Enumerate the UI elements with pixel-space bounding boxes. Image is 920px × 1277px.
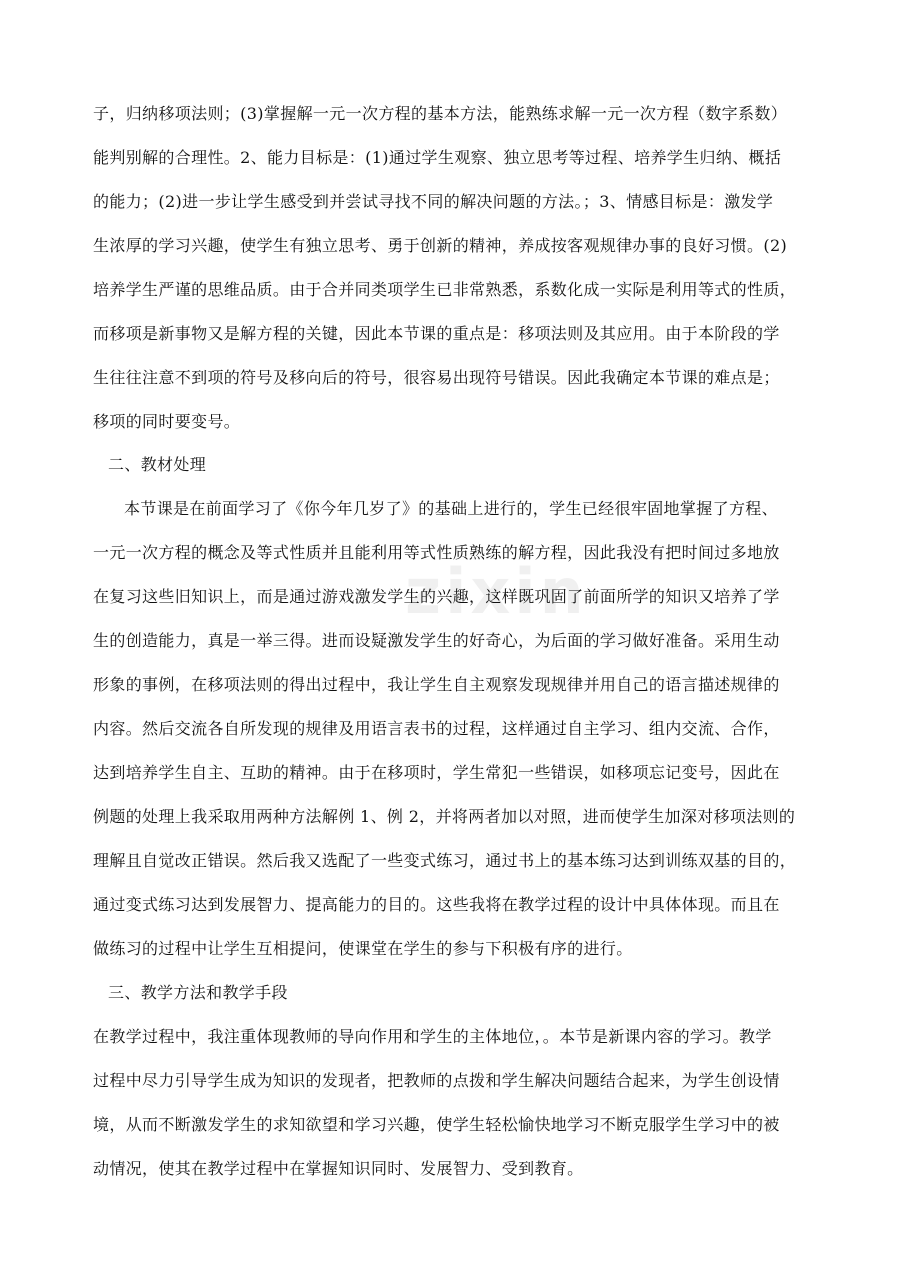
paragraph-line: 生的创造能力，真是一举三得。进而设疑激发学生的好奇心，为后面的学习做好准备。采用生动 xyxy=(93,631,780,650)
paragraph-line: 达到培养学生自主、互助的精神。由于在移项时，学生常犯一些错误，如移项忘记变号，因此在 xyxy=(93,763,780,782)
section-heading: 二、教材处理 xyxy=(108,455,207,474)
paragraph-line: 形象的事例，在移项法则的得出过程中，我让学生自主观察发现规律并用自己的语言描述规律的 xyxy=(93,675,780,694)
paragraph-line: 例题的处理上我采取用两种方法解例 1、例 2，并将两者加以对照，进而使学生加深对移项法则的 xyxy=(93,807,796,826)
paragraph-line: 生浓厚的学习兴趣，使学生有独立思考、勇于创新的精神，养成按客观规律办事的良好习惯。(2) xyxy=(93,236,788,255)
paragraph-line: 动情况，使其在教学过程中在掌握知识同时、发展智力、受到教育。 xyxy=(93,1159,584,1178)
paragraph-line: 一元一次方程的概念及等式性质并且能利用等式性质熟练的解方程，因此我没有把时间过多地放 xyxy=(93,543,780,562)
paragraph-line: 内容。然后交流各自所发现的规律及用语言表书的过程，这样通过自主学习、组内交流、合作， xyxy=(93,719,780,738)
paragraph-line: 在教学过程中，我注重体现教师的导向作用和学生的主体地位，。本节是新课内容的学习。教学 xyxy=(93,1027,772,1046)
paragraph-line: 本节课是在前面学习了《你今年几岁了》的基础上进行的，学生已经很牢固地掌握了方程、 xyxy=(124,499,779,518)
paragraph-line: 培养学生严谨的思维品质。由于合并同类项学生已非常熟悉，系数化成一实际是利用等式的性质， xyxy=(93,280,797,299)
paragraph-line: 能判别解的合理性。2、能力目标是：(1)通过学生观察、独立思考等过程、培养学生归纳、概括 xyxy=(93,148,782,167)
paragraph-line: 做练习的过程中让学生互相提问，使课堂在学生的参与下积极有序的进行。 xyxy=(93,939,633,958)
paragraph-line: 过程中尽力引导学生成为知识的发现者，把教师的点拨和学生解决问题结合起来，为学生创设情 xyxy=(93,1071,780,1090)
paragraph-line: 而移项是新事物又是解方程的关键，因此本节课的重点是：移项法则及其应用。由于本阶段的学 xyxy=(93,324,780,343)
paragraph-line: 的能力；(2)进一步让学生感受到并尝试寻找不同的解决问题的方法。；3、情感目标是：激发学 xyxy=(93,192,774,211)
paragraph-line: 理解且自觉改正错误。然后我又选配了一些变式练习，通过书上的基本练习达到训练双基的目的， xyxy=(93,851,797,870)
paragraph-line: 通过变式练习达到发展智力、提高能力的目的。这些我将在教学过程的设计中具体体现。而且在 xyxy=(93,895,780,914)
paragraph-line: 移项的同时要变号。 xyxy=(93,412,241,431)
paragraph-line: 在复习这些旧知识上，而是通过游戏激发学生的兴趣，这样既巩固了前面所学的知识又培养了学 xyxy=(93,587,780,606)
paragraph-line: 子，归纳移项法则；(3)掌握解一元一次方程的基本方法，能熟练求解一元一次方程（数字系数） xyxy=(93,104,788,123)
section-heading: 三、教学方法和教学手段 xyxy=(108,983,288,1002)
watermark: zixin xyxy=(405,555,588,628)
paragraph-line: 生往往注意不到项的符号及移向后的符号，很容易出现符号错误。因此我确定本节课的难点是； xyxy=(93,368,780,387)
paragraph-line: 境，从而不断激发学生的求知欲望和学习兴趣，使学生轻松愉快地学习不断克服学生学习中的被 xyxy=(93,1115,780,1134)
